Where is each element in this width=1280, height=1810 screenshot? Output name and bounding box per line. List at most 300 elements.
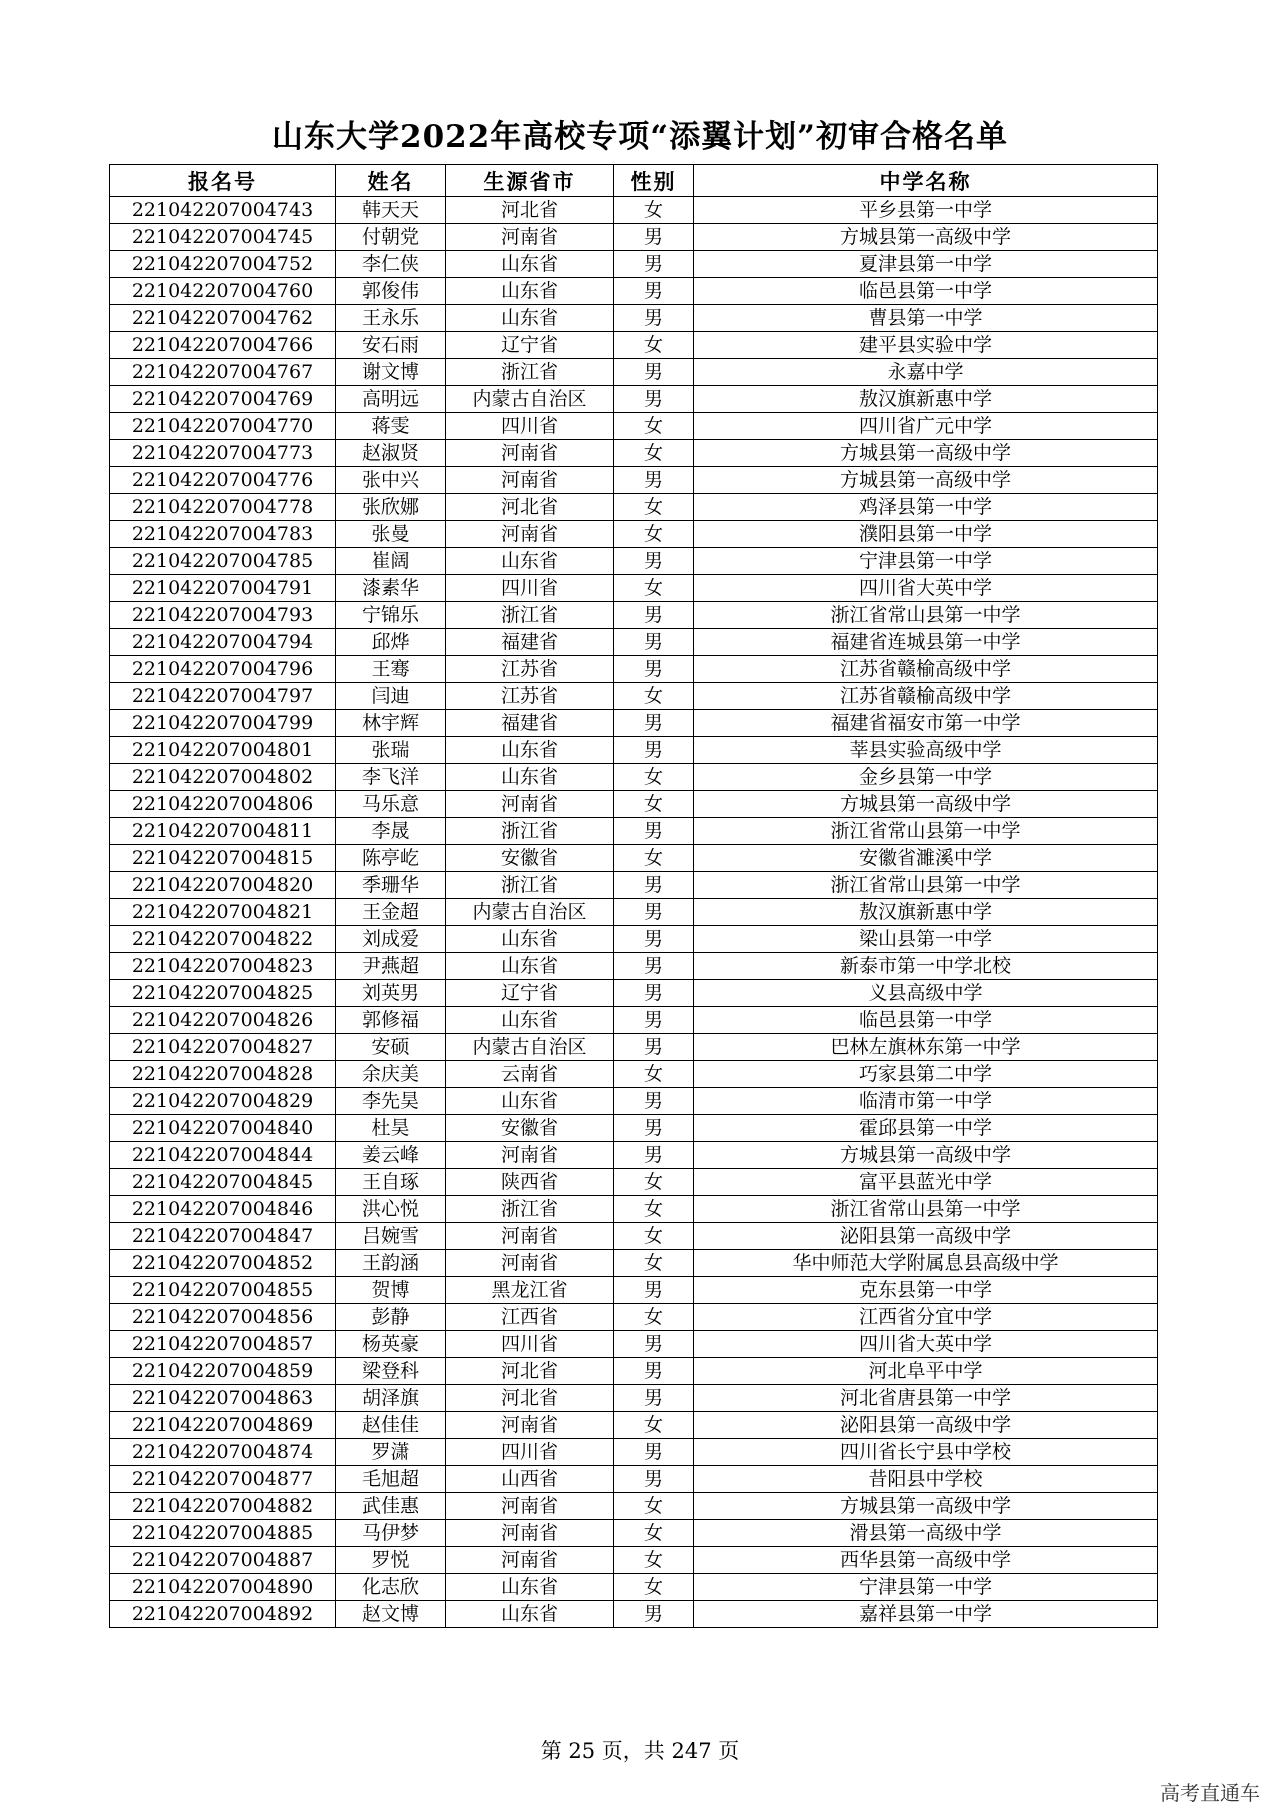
name-cell: 王永乐 xyxy=(336,305,446,332)
column-header-gender: 性别 xyxy=(614,165,694,197)
province-cell: 河南省 xyxy=(446,440,614,467)
table-row xyxy=(110,413,1158,440)
table-row xyxy=(110,1088,1158,1115)
table-row xyxy=(110,602,1158,629)
name-cell: 李先昊 xyxy=(336,1088,446,1115)
province-cell: 河南省 xyxy=(446,1493,614,1520)
name-cell: 李飞洋 xyxy=(336,764,446,791)
registration-number-cell: 221042207004859 xyxy=(110,1358,336,1385)
school-cell: 河北省唐县第一中学 xyxy=(694,1385,1158,1412)
table-row xyxy=(110,1277,1158,1304)
column-header-province: 生源省市 xyxy=(446,165,614,197)
registration-number-cell: 221042207004855 xyxy=(110,1277,336,1304)
name-cell: 高明远 xyxy=(336,386,446,413)
registration-number-cell: 221042207004785 xyxy=(110,548,336,575)
province-cell: 河南省 xyxy=(446,1547,614,1574)
gender-cell: 男 xyxy=(614,926,694,953)
gender-cell: 男 xyxy=(614,980,694,1007)
name-cell: 洪心悦 xyxy=(336,1196,446,1223)
gender-cell: 男 xyxy=(614,386,694,413)
registration-number-cell: 221042207004822 xyxy=(110,926,336,953)
province-cell: 河北省 xyxy=(446,197,614,224)
registration-number-cell: 221042207004877 xyxy=(110,1466,336,1493)
name-cell: 郭修福 xyxy=(336,1007,446,1034)
province-cell: 山东省 xyxy=(446,278,614,305)
registration-number-cell: 221042207004770 xyxy=(110,413,336,440)
name-cell: 李仁侠 xyxy=(336,251,446,278)
gender-cell: 男 xyxy=(614,467,694,494)
table-row xyxy=(110,845,1158,872)
province-cell: 安徽省 xyxy=(446,1115,614,1142)
school-cell: 富平县蓝光中学 xyxy=(694,1169,1158,1196)
applicant-table xyxy=(109,164,1158,1628)
province-cell: 山东省 xyxy=(446,764,614,791)
table-row xyxy=(110,710,1158,737)
gender-cell: 男 xyxy=(614,251,694,278)
registration-number-cell: 221042207004794 xyxy=(110,629,336,656)
school-cell: 临邑县第一中学 xyxy=(694,1007,1158,1034)
table-row xyxy=(110,629,1158,656)
registration-number-cell: 221042207004825 xyxy=(110,980,336,1007)
registration-number-cell: 221042207004885 xyxy=(110,1520,336,1547)
registration-number-cell: 221042207004745 xyxy=(110,224,336,251)
school-cell: 梁山县第一中学 xyxy=(694,926,1158,953)
school-cell: 建平县实验中学 xyxy=(694,332,1158,359)
name-cell: 杨英豪 xyxy=(336,1331,446,1358)
registration-number-cell: 221042207004773 xyxy=(110,440,336,467)
table-row xyxy=(110,1223,1158,1250)
province-cell: 辽宁省 xyxy=(446,332,614,359)
registration-number-cell: 221042207004799 xyxy=(110,710,336,737)
gender-cell: 女 xyxy=(614,1493,694,1520)
registration-number-cell: 221042207004844 xyxy=(110,1142,336,1169)
school-cell: 方城县第一高级中学 xyxy=(694,440,1158,467)
gender-cell: 女 xyxy=(614,1061,694,1088)
gender-cell: 男 xyxy=(614,359,694,386)
school-cell: 义县高级中学 xyxy=(694,980,1158,1007)
province-cell: 河南省 xyxy=(446,1520,614,1547)
school-cell: 四川省长宁县中学校 xyxy=(694,1439,1158,1466)
name-cell: 罗潇 xyxy=(336,1439,446,1466)
school-cell: 金乡县第一中学 xyxy=(694,764,1158,791)
school-cell: 江苏省赣榆高级中学 xyxy=(694,656,1158,683)
column-header-registration-number: 报名号 xyxy=(110,165,336,197)
registration-number-cell: 221042207004801 xyxy=(110,737,336,764)
name-cell: 马伊梦 xyxy=(336,1520,446,1547)
table-row xyxy=(110,278,1158,305)
gender-cell: 男 xyxy=(614,1115,694,1142)
gender-cell: 女 xyxy=(614,1250,694,1277)
name-cell: 胡泽旗 xyxy=(336,1385,446,1412)
gender-cell: 女 xyxy=(614,521,694,548)
gender-cell: 女 xyxy=(614,413,694,440)
gender-cell: 男 xyxy=(614,1601,694,1628)
name-cell: 闫迪 xyxy=(336,683,446,710)
school-cell: 巧家县第二中学 xyxy=(694,1061,1158,1088)
table-row xyxy=(110,521,1158,548)
table-row xyxy=(110,1169,1158,1196)
registration-number-cell: 221042207004811 xyxy=(110,818,336,845)
gender-cell: 男 xyxy=(614,1088,694,1115)
table-row xyxy=(110,1520,1158,1547)
school-cell: 新泰市第一中学北校 xyxy=(694,953,1158,980)
table-row xyxy=(110,1034,1158,1061)
name-cell: 刘成爱 xyxy=(336,926,446,953)
table-row xyxy=(110,872,1158,899)
province-cell: 内蒙古自治区 xyxy=(446,1034,614,1061)
table-row xyxy=(110,386,1158,413)
registration-number-cell: 221042207004846 xyxy=(110,1196,336,1223)
school-cell: 江西省分宜中学 xyxy=(694,1304,1158,1331)
name-cell: 韩天天 xyxy=(336,197,446,224)
school-cell: 西华县第一高级中学 xyxy=(694,1547,1158,1574)
gender-cell: 男 xyxy=(614,1439,694,1466)
registration-number-cell: 221042207004852 xyxy=(110,1250,336,1277)
registration-number-cell: 221042207004766 xyxy=(110,332,336,359)
registration-number-cell: 221042207004793 xyxy=(110,602,336,629)
name-cell: 王韵涵 xyxy=(336,1250,446,1277)
name-cell: 武佳惠 xyxy=(336,1493,446,1520)
table-row xyxy=(110,1331,1158,1358)
table-row xyxy=(110,548,1158,575)
registration-number-cell: 221042207004783 xyxy=(110,521,336,548)
gender-cell: 男 xyxy=(614,656,694,683)
table-row xyxy=(110,1493,1158,1520)
school-cell: 方城县第一高级中学 xyxy=(694,791,1158,818)
school-cell: 方城县第一高级中学 xyxy=(694,1493,1158,1520)
registration-number-cell: 221042207004840 xyxy=(110,1115,336,1142)
gender-cell: 女 xyxy=(614,1304,694,1331)
gender-cell: 女 xyxy=(614,197,694,224)
province-cell: 浙江省 xyxy=(446,359,614,386)
registration-number-cell: 221042207004769 xyxy=(110,386,336,413)
province-cell: 江苏省 xyxy=(446,683,614,710)
province-cell: 四川省 xyxy=(446,413,614,440)
table-row xyxy=(110,1142,1158,1169)
table-row xyxy=(110,1196,1158,1223)
gender-cell: 女 xyxy=(614,1169,694,1196)
registration-number-cell: 221042207004826 xyxy=(110,1007,336,1034)
province-cell: 河南省 xyxy=(446,224,614,251)
school-cell: 莘县实验高级中学 xyxy=(694,737,1158,764)
school-cell: 四川省大英中学 xyxy=(694,575,1158,602)
table-row xyxy=(110,197,1158,224)
name-cell: 郭俊伟 xyxy=(336,278,446,305)
registration-number-cell: 221042207004892 xyxy=(110,1601,336,1628)
registration-number-cell: 221042207004863 xyxy=(110,1385,336,1412)
province-cell: 山东省 xyxy=(446,548,614,575)
name-cell: 宁锦乐 xyxy=(336,602,446,629)
school-cell: 宁津县第一中学 xyxy=(694,1574,1158,1601)
province-cell: 山东省 xyxy=(446,1601,614,1628)
gender-cell: 男 xyxy=(614,1385,694,1412)
name-cell: 崔阔 xyxy=(336,548,446,575)
table-row xyxy=(110,332,1158,359)
school-cell: 滑县第一高级中学 xyxy=(694,1520,1158,1547)
school-cell: 霍邱县第一中学 xyxy=(694,1115,1158,1142)
name-cell: 李晟 xyxy=(336,818,446,845)
registration-number-cell: 221042207004857 xyxy=(110,1331,336,1358)
registration-number-cell: 221042207004767 xyxy=(110,359,336,386)
name-cell: 罗悦 xyxy=(336,1547,446,1574)
province-cell: 河南省 xyxy=(446,791,614,818)
registration-number-cell: 221042207004806 xyxy=(110,791,336,818)
school-cell: 敖汉旗新惠中学 xyxy=(694,899,1158,926)
table-row xyxy=(110,656,1158,683)
school-cell: 浙江省常山县第一中学 xyxy=(694,602,1158,629)
table-row xyxy=(110,440,1158,467)
gender-cell: 男 xyxy=(614,737,694,764)
province-cell: 安徽省 xyxy=(446,845,614,872)
name-cell: 蒋雯 xyxy=(336,413,446,440)
school-cell: 泌阳县第一高级中学 xyxy=(694,1412,1158,1439)
province-cell: 山西省 xyxy=(446,1466,614,1493)
gender-cell: 男 xyxy=(614,1466,694,1493)
province-cell: 浙江省 xyxy=(446,818,614,845)
gender-cell: 男 xyxy=(614,278,694,305)
registration-number-cell: 221042207004869 xyxy=(110,1412,336,1439)
school-cell: 巴林左旗林东第一中学 xyxy=(694,1034,1158,1061)
name-cell: 季珊华 xyxy=(336,872,446,899)
name-cell: 赵淑贤 xyxy=(336,440,446,467)
school-cell: 河北阜平中学 xyxy=(694,1358,1158,1385)
name-cell: 张欣娜 xyxy=(336,494,446,521)
school-cell: 敖汉旗新惠中学 xyxy=(694,386,1158,413)
table-body xyxy=(110,197,1158,1628)
name-cell: 王金超 xyxy=(336,899,446,926)
school-cell: 浙江省常山县第一中学 xyxy=(694,818,1158,845)
table-row xyxy=(110,359,1158,386)
gender-cell: 女 xyxy=(614,845,694,872)
registration-number-cell: 221042207004874 xyxy=(110,1439,336,1466)
table-row xyxy=(110,1115,1158,1142)
province-cell: 福建省 xyxy=(446,710,614,737)
table-row xyxy=(110,818,1158,845)
gender-cell: 男 xyxy=(614,899,694,926)
school-cell: 克东县第一中学 xyxy=(694,1277,1158,1304)
province-cell: 河南省 xyxy=(446,1142,614,1169)
table-row xyxy=(110,224,1158,251)
table-row xyxy=(110,1358,1158,1385)
gender-cell: 男 xyxy=(614,1034,694,1061)
registration-number-cell: 221042207004847 xyxy=(110,1223,336,1250)
table-row xyxy=(110,926,1158,953)
school-cell: 泌阳县第一高级中学 xyxy=(694,1223,1158,1250)
school-cell: 方城县第一高级中学 xyxy=(694,1142,1158,1169)
province-cell: 内蒙古自治区 xyxy=(446,386,614,413)
gender-cell: 女 xyxy=(614,332,694,359)
table-header-row xyxy=(110,165,1158,197)
table-row xyxy=(110,899,1158,926)
school-cell: 方城县第一高级中学 xyxy=(694,224,1158,251)
registration-number-cell: 221042207004828 xyxy=(110,1061,336,1088)
province-cell: 河南省 xyxy=(446,1412,614,1439)
name-cell: 付朝党 xyxy=(336,224,446,251)
table-row xyxy=(110,1250,1158,1277)
gender-cell: 男 xyxy=(614,602,694,629)
school-cell: 四川省广元中学 xyxy=(694,413,1158,440)
school-cell: 浙江省常山县第一中学 xyxy=(694,1196,1158,1223)
name-cell: 赵文博 xyxy=(336,1601,446,1628)
province-cell: 江苏省 xyxy=(446,656,614,683)
gender-cell: 女 xyxy=(614,683,694,710)
table-row xyxy=(110,1547,1158,1574)
name-cell: 尹燕超 xyxy=(336,953,446,980)
school-cell: 临邑县第一中学 xyxy=(694,278,1158,305)
registration-number-cell: 221042207004856 xyxy=(110,1304,336,1331)
registration-number-cell: 221042207004815 xyxy=(110,845,336,872)
column-header-school: 中学名称 xyxy=(694,165,1158,197)
school-cell: 福建省福安市第一中学 xyxy=(694,710,1158,737)
table-row xyxy=(110,1439,1158,1466)
province-cell: 山东省 xyxy=(446,953,614,980)
school-cell: 昔阳县中学校 xyxy=(694,1466,1158,1493)
name-cell: 彭静 xyxy=(336,1304,446,1331)
registration-number-cell: 221042207004820 xyxy=(110,872,336,899)
province-cell: 山东省 xyxy=(446,1574,614,1601)
registration-number-cell: 221042207004821 xyxy=(110,899,336,926)
gender-cell: 男 xyxy=(614,1358,694,1385)
gender-cell: 男 xyxy=(614,629,694,656)
school-cell: 江苏省赣榆高级中学 xyxy=(694,683,1158,710)
school-cell: 平乡县第一中学 xyxy=(694,197,1158,224)
registration-number-cell: 221042207004827 xyxy=(110,1034,336,1061)
gender-cell: 男 xyxy=(614,1142,694,1169)
column-header-name: 姓名 xyxy=(336,165,446,197)
name-cell: 张曼 xyxy=(336,521,446,548)
name-cell: 梁登科 xyxy=(336,1358,446,1385)
table-row xyxy=(110,1601,1158,1628)
table-row xyxy=(110,575,1158,602)
table-row xyxy=(110,1061,1158,1088)
gender-cell: 女 xyxy=(614,1223,694,1250)
name-cell: 王骞 xyxy=(336,656,446,683)
gender-cell: 男 xyxy=(614,305,694,332)
name-cell: 张中兴 xyxy=(336,467,446,494)
gender-cell: 女 xyxy=(614,575,694,602)
province-cell: 山东省 xyxy=(446,926,614,953)
gender-cell: 女 xyxy=(614,1574,694,1601)
watermark: 高考直通车 xyxy=(1160,1781,1260,1805)
registration-number-cell: 221042207004890 xyxy=(110,1574,336,1601)
school-cell: 临清市第一中学 xyxy=(694,1088,1158,1115)
page-number: 第 25 页，共 247 页 xyxy=(540,1739,740,1763)
name-cell: 姜云峰 xyxy=(336,1142,446,1169)
table-row xyxy=(110,1007,1158,1034)
name-cell: 王自琢 xyxy=(336,1169,446,1196)
province-cell: 山东省 xyxy=(446,251,614,278)
table-row xyxy=(110,953,1158,980)
province-cell: 山东省 xyxy=(446,737,614,764)
school-cell: 浙江省常山县第一中学 xyxy=(694,872,1158,899)
table-row xyxy=(110,1304,1158,1331)
province-cell: 河北省 xyxy=(446,494,614,521)
gender-cell: 男 xyxy=(614,548,694,575)
school-cell: 安徽省濉溪中学 xyxy=(694,845,1158,872)
table-row xyxy=(110,1574,1158,1601)
name-cell: 安石雨 xyxy=(336,332,446,359)
school-cell: 宁津县第一中学 xyxy=(694,548,1158,575)
registration-number-cell: 221042207004760 xyxy=(110,278,336,305)
table-row xyxy=(110,980,1158,1007)
province-cell: 江西省 xyxy=(446,1304,614,1331)
document-title: 山东大学2022年高校专项“添翼计划”初审合格名单 xyxy=(272,119,1008,155)
gender-cell: 男 xyxy=(614,818,694,845)
name-cell: 安硕 xyxy=(336,1034,446,1061)
table-row xyxy=(110,251,1158,278)
table-row xyxy=(110,467,1158,494)
table-row xyxy=(110,1466,1158,1493)
gender-cell: 女 xyxy=(614,494,694,521)
name-cell: 余庆美 xyxy=(336,1061,446,1088)
province-cell: 山东省 xyxy=(446,1088,614,1115)
table-row xyxy=(110,494,1158,521)
registration-number-cell: 221042207004829 xyxy=(110,1088,336,1115)
province-cell: 河北省 xyxy=(446,1358,614,1385)
name-cell: 邱烨 xyxy=(336,629,446,656)
school-cell: 四川省大英中学 xyxy=(694,1331,1158,1358)
school-cell: 永嘉中学 xyxy=(694,359,1158,386)
table-row xyxy=(110,737,1158,764)
school-cell: 嘉祥县第一中学 xyxy=(694,1601,1158,1628)
school-cell: 华中师范大学附属息县高级中学 xyxy=(694,1250,1158,1277)
registration-number-cell: 221042207004776 xyxy=(110,467,336,494)
school-cell: 曹县第一中学 xyxy=(694,305,1158,332)
gender-cell: 男 xyxy=(614,1331,694,1358)
registration-number-cell: 221042207004791 xyxy=(110,575,336,602)
name-cell: 张瑞 xyxy=(336,737,446,764)
school-cell: 濮阳县第一中学 xyxy=(694,521,1158,548)
registration-number-cell: 221042207004823 xyxy=(110,953,336,980)
registration-number-cell: 221042207004882 xyxy=(110,1493,336,1520)
province-cell: 云南省 xyxy=(446,1061,614,1088)
province-cell: 福建省 xyxy=(446,629,614,656)
registration-number-cell: 221042207004845 xyxy=(110,1169,336,1196)
gender-cell: 男 xyxy=(614,953,694,980)
province-cell: 山东省 xyxy=(446,305,614,332)
registration-number-cell: 221042207004887 xyxy=(110,1547,336,1574)
registration-number-cell: 221042207004743 xyxy=(110,197,336,224)
gender-cell: 男 xyxy=(614,224,694,251)
registration-number-cell: 221042207004802 xyxy=(110,764,336,791)
name-cell: 马乐意 xyxy=(336,791,446,818)
registration-number-cell: 221042207004796 xyxy=(110,656,336,683)
registration-number-cell: 221042207004797 xyxy=(110,683,336,710)
province-cell: 四川省 xyxy=(446,575,614,602)
gender-cell: 女 xyxy=(614,1547,694,1574)
registration-number-cell: 221042207004752 xyxy=(110,251,336,278)
province-cell: 河南省 xyxy=(446,521,614,548)
school-cell: 鸡泽县第一中学 xyxy=(694,494,1158,521)
province-cell: 陕西省 xyxy=(446,1169,614,1196)
name-cell: 漆素华 xyxy=(336,575,446,602)
name-cell: 陈亭屹 xyxy=(336,845,446,872)
gender-cell: 女 xyxy=(614,791,694,818)
name-cell: 吕婉雪 xyxy=(336,1223,446,1250)
table-row xyxy=(110,791,1158,818)
gender-cell: 男 xyxy=(614,710,694,737)
gender-cell: 女 xyxy=(614,1412,694,1439)
province-cell: 浙江省 xyxy=(446,602,614,629)
province-cell: 四川省 xyxy=(446,1439,614,1466)
province-cell: 河南省 xyxy=(446,1250,614,1277)
name-cell: 刘英男 xyxy=(336,980,446,1007)
province-cell: 辽宁省 xyxy=(446,980,614,1007)
table-row xyxy=(110,1412,1158,1439)
province-cell: 四川省 xyxy=(446,1331,614,1358)
name-cell: 杜昊 xyxy=(336,1115,446,1142)
name-cell: 化志欣 xyxy=(336,1574,446,1601)
